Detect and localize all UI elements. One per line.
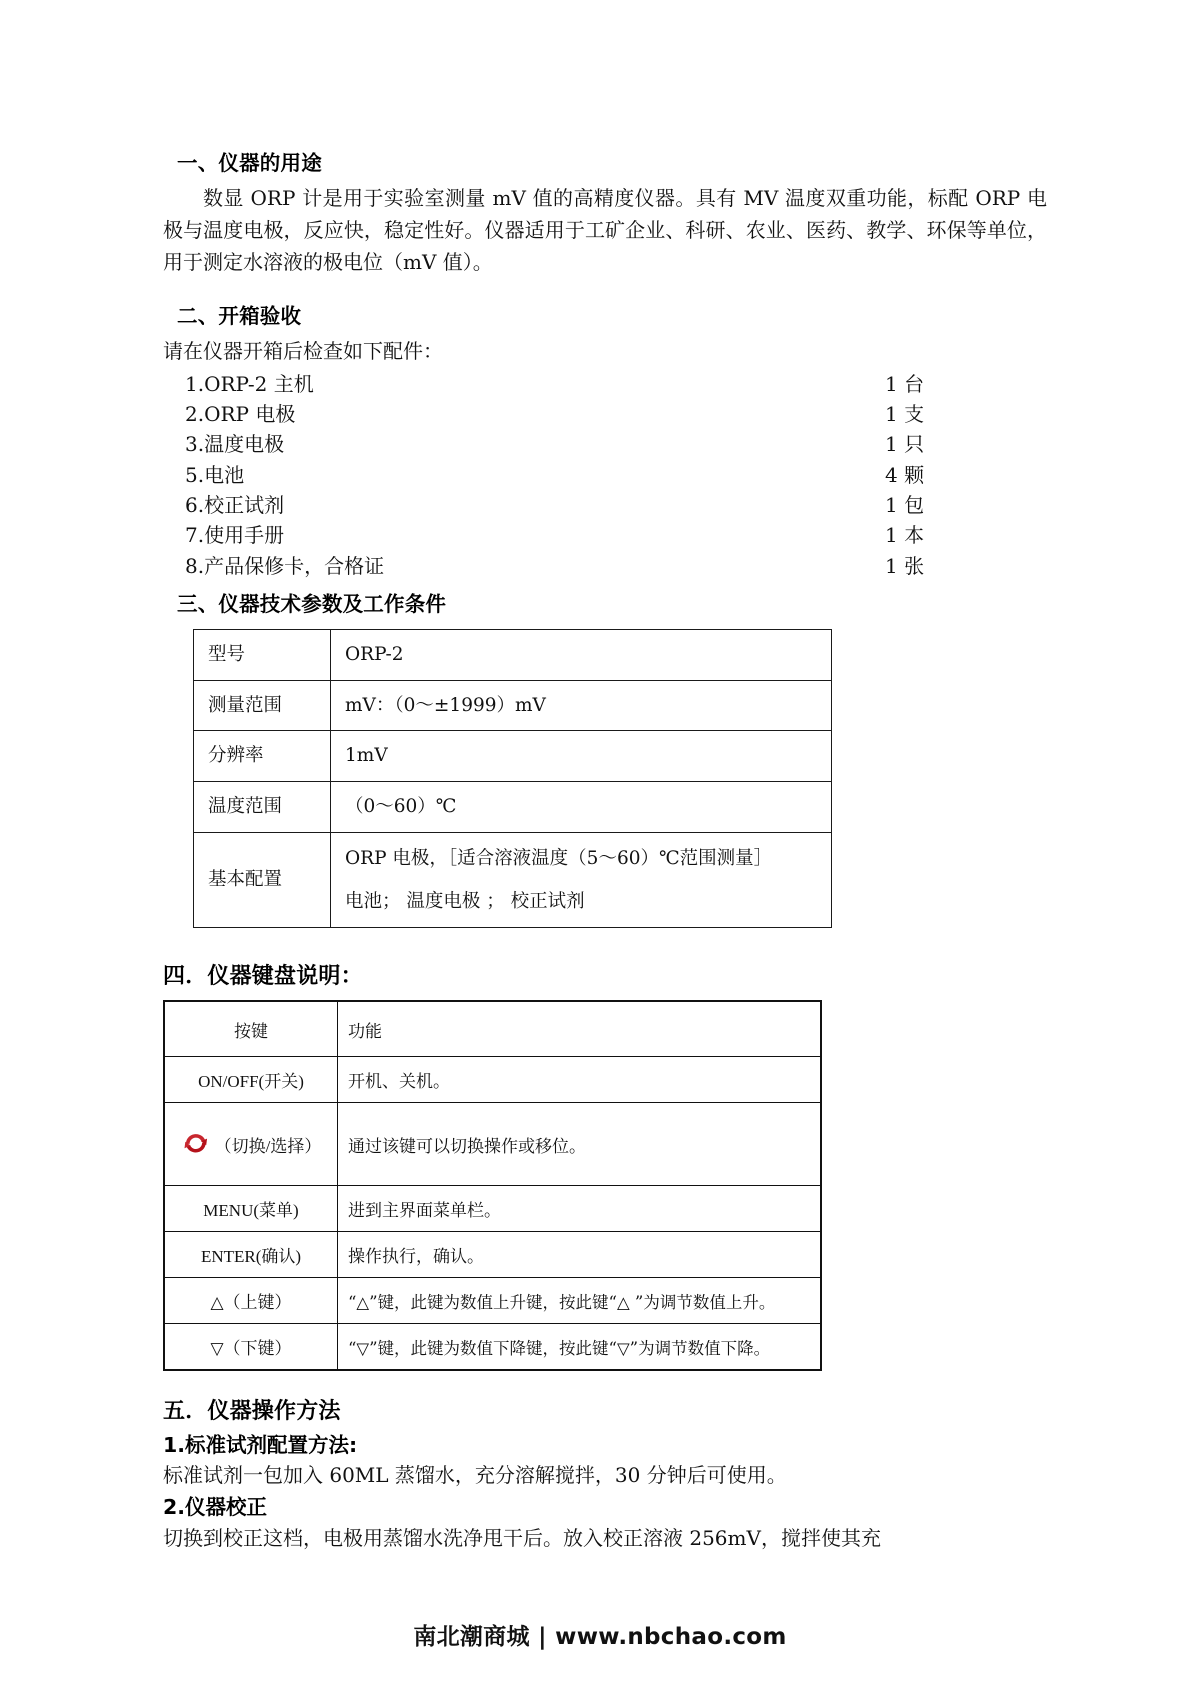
packing-item-name: 2.ORP 电极 bbox=[185, 401, 296, 426]
table-row bbox=[194, 832, 832, 928]
section-five bbox=[163, 1397, 1047, 1554]
section-five-sub1-text: 标准试剂一包加入 60ML 蒸馏水，充分溶解搅拌，30 分钟后可使用。 bbox=[163, 1463, 787, 1488]
key-name-menu: MENU(菜单) bbox=[164, 1186, 338, 1232]
document-content bbox=[163, 150, 1047, 1555]
key-name-on-off: ON/OFF(开关) bbox=[164, 1057, 338, 1103]
packing-item-name: 8.产品保修卡，合格证 bbox=[185, 553, 385, 578]
packing-item-qty: 1 台 bbox=[885, 371, 925, 396]
packing-item-name: 1.ORP-2 主机 bbox=[185, 371, 314, 396]
footer-watermark: 南北潮商城 | www.nbchao.com bbox=[413, 1624, 787, 1650]
table-row bbox=[194, 782, 832, 833]
section-five-sub1-heading: 1.标准试剂配置方法: bbox=[163, 1432, 358, 1457]
section-four bbox=[163, 962, 1047, 1371]
key-function: “△”键，此键为数值上升键，按此键“△ ”为调节数值上升。 bbox=[338, 1278, 822, 1324]
specifications-table bbox=[193, 629, 832, 929]
packing-item-name: 7.使用手册 bbox=[185, 523, 285, 548]
packing-item-qty: 1 本 bbox=[885, 523, 925, 548]
section-two bbox=[163, 303, 1047, 581]
table-row bbox=[164, 1057, 821, 1103]
section-five-heading: 五．仪器操作方法 bbox=[163, 1399, 341, 1425]
spec-key: 温度范围 bbox=[194, 782, 331, 833]
list-item bbox=[163, 551, 1047, 581]
table-row bbox=[194, 629, 832, 680]
spec-value: mV：（0～±1999）mV bbox=[331, 680, 832, 731]
section-three-heading: 三、仪器技术参数及工作条件 bbox=[177, 592, 447, 617]
key-cell-inline-wrapper bbox=[169, 1131, 333, 1157]
key-function: 操作执行，确认。 bbox=[338, 1232, 822, 1278]
packing-item-qty: 1 张 bbox=[885, 553, 925, 578]
table-row bbox=[164, 1278, 821, 1324]
list-item bbox=[163, 490, 1047, 520]
packing-item-name: 5.电池 bbox=[185, 462, 245, 487]
spec-table-wrapper bbox=[193, 629, 1047, 929]
key-function: 通过该键可以切换操作或移位。 bbox=[338, 1103, 822, 1186]
cycle-arrow-icon bbox=[181, 1131, 211, 1157]
spec-key: 测量范围 bbox=[194, 680, 331, 731]
spec-value: 1mV bbox=[331, 731, 832, 782]
section-five-sub2-text: 切换到校正这档，电极用蒸馏水洗净甩干后。放入校正溶液 256mV，搅拌使其充 bbox=[163, 1526, 881, 1551]
packing-item-qty: 1 只 bbox=[885, 432, 925, 457]
list-item bbox=[163, 369, 1047, 399]
table-header-row bbox=[164, 1001, 821, 1057]
key-name-switch-select bbox=[164, 1103, 338, 1186]
key-name-up: △（上键） bbox=[164, 1278, 338, 1324]
table-row bbox=[164, 1324, 821, 1371]
table-row bbox=[164, 1103, 821, 1186]
list-item bbox=[163, 429, 1047, 459]
section-four-heading: 四．仪器键盘说明： bbox=[163, 964, 363, 990]
packing-item-qty: 1 包 bbox=[885, 493, 925, 518]
section-one-heading: 一、仪器的用途 bbox=[177, 151, 322, 175]
spec-key: 分辨率 bbox=[194, 731, 331, 782]
keyboard-header-function: 功能 bbox=[338, 1001, 822, 1057]
list-item bbox=[163, 520, 1047, 550]
config-line-1: ORP 电极，［适合溶液温度（5～60）℃范围测量］ bbox=[345, 847, 773, 869]
section-five-sub2-heading: 2.仪器校正 bbox=[163, 1495, 268, 1520]
spec-key: 型号 bbox=[194, 629, 331, 680]
key-name-enter: ENTER(确认) bbox=[164, 1232, 338, 1278]
packing-item-name: 6.校正试剂 bbox=[185, 493, 285, 518]
spec-value: （0～60）℃ bbox=[331, 782, 832, 833]
table-row bbox=[164, 1186, 821, 1232]
spec-key: 基本配置 bbox=[194, 832, 331, 928]
packing-list bbox=[163, 369, 1047, 582]
section-one-paragraph: 数显 ORP 计是用于实验室测量 mV 值的高精度仪器。具有 MV 温度双重功能，标配 ORP 电极与温度电极，反应快，稳定性好。仪器适用于工矿企业、科研、农业、医药、教学、环保等单位，用于测定水溶液的极电位（mV 值）。 bbox=[163, 185, 1047, 275]
table-row bbox=[194, 731, 832, 782]
packing-item-qty: 4 颗 bbox=[885, 462, 925, 487]
keyboard-header-key: 按键 bbox=[164, 1001, 338, 1057]
list-item bbox=[163, 399, 1047, 429]
packing-item-name: 3.温度电极 bbox=[185, 432, 285, 457]
spec-value: ORP-2 bbox=[331, 629, 832, 680]
keyboard-table bbox=[163, 1000, 822, 1371]
key-function: 进到主界面菜单栏。 bbox=[338, 1186, 822, 1232]
table-row bbox=[164, 1232, 821, 1278]
section-two-heading: 二、开箱验收 bbox=[177, 303, 302, 328]
key-name-down: ▽（下键） bbox=[164, 1324, 338, 1371]
packing-item-qty: 1 支 bbox=[885, 401, 925, 426]
list-item bbox=[163, 460, 1047, 490]
key-function: 开机、关机。 bbox=[338, 1057, 822, 1103]
section-three bbox=[163, 591, 1047, 928]
table-row bbox=[194, 680, 832, 731]
section-one bbox=[163, 150, 1047, 279]
config-line-2: 电池； 温度电极 ； 校正试剂 bbox=[345, 890, 585, 912]
section-two-intro: 请在仪器开箱后检查如下配件： bbox=[163, 338, 443, 363]
key-function: “▽”键，此键为数值下降键，按此键“▽”为调节数值下降。 bbox=[338, 1324, 822, 1371]
keyboard-table-wrapper bbox=[163, 1000, 1047, 1371]
spec-value bbox=[331, 832, 832, 928]
key-label-switch-select: （切换/选择） bbox=[214, 1136, 322, 1156]
